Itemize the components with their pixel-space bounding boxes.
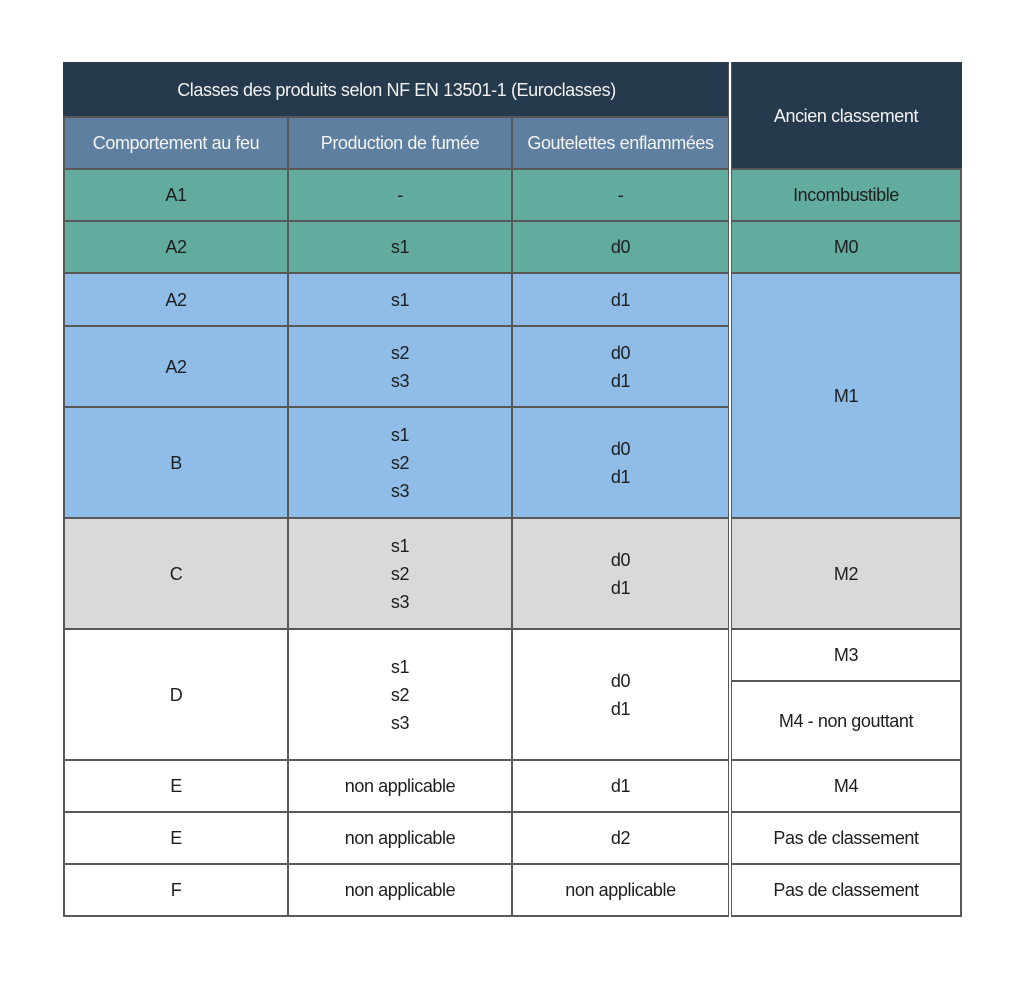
- cell-old-m1: M1: [730, 272, 962, 519]
- column-separator: [728, 62, 732, 917]
- cell-old: Incombustible: [730, 168, 962, 222]
- cell-fire: F: [63, 863, 289, 917]
- cell-drops: d0 d1: [511, 628, 730, 761]
- cell-smoke: s1: [287, 220, 513, 274]
- cell-drops: d1: [511, 759, 730, 813]
- cell-fire: A2: [63, 220, 289, 274]
- cell-fire: A1: [63, 168, 289, 222]
- cell-smoke: -: [287, 168, 513, 222]
- header-old-classification: Ancien classement: [730, 62, 962, 170]
- cell-fire: A2: [63, 272, 289, 327]
- cell-smoke: non applicable: [287, 759, 513, 813]
- cell-fire: E: [63, 811, 289, 865]
- cell-drops: d0: [511, 220, 730, 274]
- column-header-fire: Comportement au feu: [63, 116, 289, 170]
- header-group-title: Classes des produits selon NF EN 13501-1 (Euroclasses): [63, 62, 730, 118]
- cell-drops: -: [511, 168, 730, 222]
- cell-fire: C: [63, 517, 289, 630]
- cell-fire: E: [63, 759, 289, 813]
- cell-fire: D: [63, 628, 289, 761]
- cell-old: M0: [730, 220, 962, 274]
- cell-drops: d0 d1: [511, 325, 730, 408]
- column-header-drops: Goutelettes enflammées: [511, 116, 730, 170]
- cell-smoke: s1 s2 s3: [287, 406, 513, 519]
- cell-old: Pas de classement: [730, 811, 962, 865]
- cell-old-m3: M3: [730, 628, 962, 682]
- cell-drops: d0 d1: [511, 517, 730, 630]
- column-header-smoke: Production de fumée: [287, 116, 513, 170]
- cell-smoke: s1: [287, 272, 513, 327]
- cell-fire: B: [63, 406, 289, 519]
- cell-drops: d2: [511, 811, 730, 865]
- cell-old-m4-non-gouttant: M4 - non gouttant: [730, 680, 962, 761]
- cell-smoke: s1 s2 s3: [287, 517, 513, 630]
- cell-old: M2: [730, 517, 962, 630]
- cell-drops: d1: [511, 272, 730, 327]
- cell-old: Pas de classement: [730, 863, 962, 917]
- cell-old: M4: [730, 759, 962, 813]
- cell-drops: d0 d1: [511, 406, 730, 519]
- cell-smoke: non applicable: [287, 863, 513, 917]
- cell-drops: non applicable: [511, 863, 730, 917]
- cell-fire: A2: [63, 325, 289, 408]
- cell-smoke: s1 s2 s3: [287, 628, 513, 761]
- cell-smoke: s2 s3: [287, 325, 513, 408]
- cell-smoke: non applicable: [287, 811, 513, 865]
